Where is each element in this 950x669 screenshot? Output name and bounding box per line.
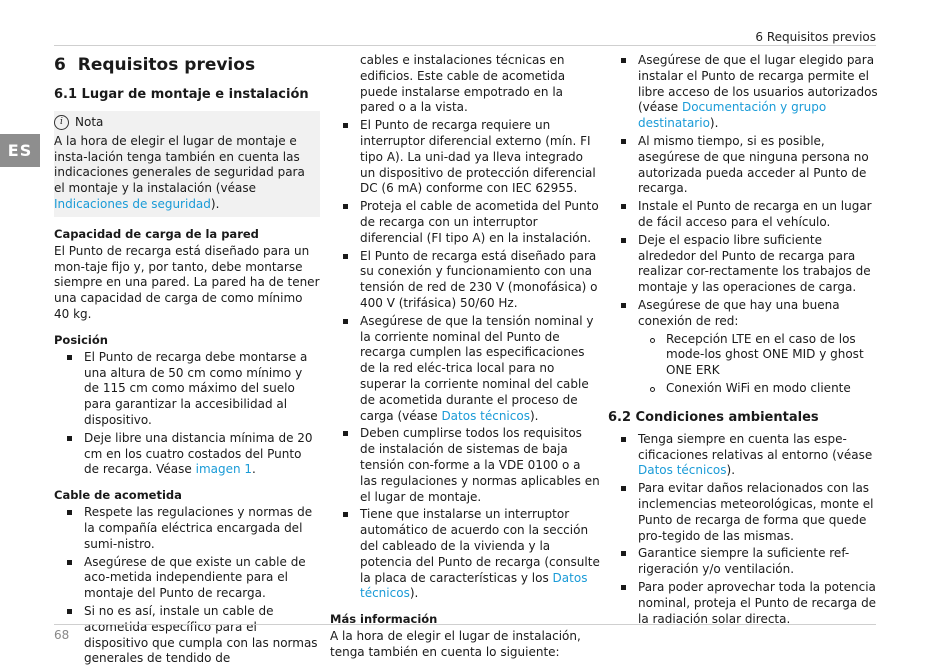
list-item-text-end: ). bbox=[709, 116, 719, 131]
column-2 bbox=[330, 53, 600, 661]
site-list bbox=[608, 53, 880, 397]
chapter-title-text: Requisitos previos bbox=[77, 55, 256, 75]
footer-rule bbox=[54, 624, 876, 625]
environment-list bbox=[608, 432, 880, 628]
list-item bbox=[608, 53, 880, 132]
column-3 bbox=[608, 53, 880, 629]
note-label: Nota bbox=[75, 115, 104, 129]
link-technical-data[interactable]: Datos técnicos bbox=[638, 463, 727, 478]
list-item: El Punto de recarga debe montarse a una altura de 50 cm como mínimo y de 115 cm como máximo del suelo para garantizar la accesibilidad al dispositivo. bbox=[54, 350, 320, 429]
cable-heading: Cable de acometida bbox=[54, 488, 182, 503]
list-item-text: Asegúrese de que hay una buena conexión de red: bbox=[638, 297, 840, 328]
link-image-1[interactable]: imagen 1 bbox=[195, 462, 253, 477]
list-item-continued: cables e instalaciones técnicas en edificios. Este cable de acometida puede instalarse empotrado en la pared o a la vista. bbox=[360, 53, 566, 115]
link-documentation[interactable]: Documentación y grupo destinatario bbox=[638, 100, 827, 131]
list-item-text-end: ). bbox=[529, 408, 539, 423]
list-item: Garantice siempre la suficiente ref-rigeración y/o ventilación. bbox=[608, 546, 880, 578]
list-item bbox=[330, 507, 600, 602]
list-item: Respete las regulaciones y normas de la compañía eléctrica encargada del sumi-nistro. bbox=[54, 505, 320, 552]
list-item-text-end: ). bbox=[726, 463, 736, 478]
note-text bbox=[54, 134, 314, 213]
list-item-text-end: . bbox=[252, 462, 256, 477]
list-item: Al mismo tiempo, si es posible, asegúrese de que ninguna persona no autorizada pueda acceder al Punto de recarga. bbox=[608, 134, 880, 197]
sublist-item: Recepción LTE en el caso de los mode-los ghost ONE MID y ghost ONE ERK bbox=[638, 332, 880, 379]
list-item-text: Asegúrese de que el lugar elegido para instalar el Punto de recarga permite el libre acceso de los usuarios autorizados (véase bbox=[638, 53, 878, 115]
link-technical-data[interactable]: Datos técnicos bbox=[360, 570, 588, 601]
running-header: 6 Requisitos previos bbox=[755, 30, 876, 44]
list-item: Asegúrese de que existe un cable de aco-metida independiente para el montaje del Punto de recarga. bbox=[54, 555, 320, 602]
column-1 bbox=[54, 53, 320, 669]
list-item: El Punto de recarga está diseñado para su conexión y funcionamiento con una tensión de red de 230 V (monofásica) o 400 V (trifásica) 50/60 Hz. bbox=[330, 249, 600, 312]
requirements-list bbox=[330, 53, 600, 602]
chapter-number: 6 bbox=[54, 55, 66, 75]
list-item: Deje el espacio libre suficiente alrededor del Punto de recarga para realizar cor-rectamente los trabajos de montaje y las operaciones de carga. bbox=[608, 233, 880, 296]
wall-text: El Punto de recarga está diseñado para un mon-taje fijo y, por tanto, debe montarse siempre en una pared. La pared ha de tener una capacidad de carga de como mínimo 40 kg. bbox=[54, 243, 320, 321]
cable-list bbox=[54, 505, 320, 667]
note-text-body: A la hora de elegir el lugar de montaje e insta-lación tenga también en cuenta las indicaciones generales de seguridad para el montaje y la instalación (véase bbox=[54, 133, 305, 196]
note-header bbox=[54, 115, 314, 131]
list-item bbox=[54, 431, 320, 478]
header-rule bbox=[54, 45, 876, 46]
list-item bbox=[608, 298, 880, 397]
wall-heading: Capacidad de carga de la pared bbox=[54, 226, 259, 241]
link-technical-data[interactable]: Datos técnicos bbox=[441, 408, 530, 423]
page-number: 68 bbox=[54, 628, 70, 642]
list-item-text: Tenga siempre en cuenta las espe-cificaciones relativas al entorno (véase bbox=[638, 431, 873, 462]
list-item-text: Asegúrese de que la tensión nominal y la corriente nominal del Punto de recarga cumplen las especificaciones de la red eléc-trica local para no superar la corriente nominal del cable de acometida durante el proceso de carga (véase bbox=[360, 313, 594, 423]
list-item-text: Tiene que instalarse un interruptor automático de acuerdo con la sección del cableado de la vivienda y la potencia del Punto de recarga (consulte la placa de características y los bbox=[360, 507, 600, 585]
section-title-environment: 6.2 Condiciones ambientales bbox=[608, 409, 819, 425]
list-item: Deben cumplirse todos los requisitos de instalación de sistemas de baja tensión con-forme a la VDE 0100 o a las regulaciones y normas aplicables en el lugar de montaje. bbox=[330, 426, 600, 505]
info-icon: i bbox=[54, 115, 69, 130]
list-item: Proteja el cable de acometida del Punto de recarga con un interruptor diferencial (FI tipo A) en la instalación. bbox=[330, 199, 600, 246]
position-list bbox=[54, 350, 320, 478]
section-title-mounting: 6.1 Lugar de montaje e instalación bbox=[54, 87, 309, 102]
list-item-text: Deje libre una distancia mínima de 20 cm en los cuatro costados del Punto de recarga. Véase bbox=[84, 430, 313, 477]
sublist-item: Conexión WiFi en modo cliente bbox=[638, 381, 880, 397]
list-item: Para poder aprovechar toda la potencia nominal, proteja el Punto de recarga de la radiación solar directa. bbox=[608, 580, 880, 627]
network-sublist bbox=[638, 332, 880, 397]
list-item: Si no es así, instale un cable de acometida específico para el dispositivo que cumpla con las normas generales de tendido de bbox=[54, 604, 320, 667]
list-item bbox=[330, 314, 600, 425]
list-item-text-end: ). bbox=[409, 586, 419, 601]
more-info-text: A la hora de elegir el lugar de instalación, tenga también en cuenta lo siguiente: bbox=[330, 629, 581, 659]
list-item: El Punto de recarga requiere un interruptor diferencial externo (mín. FI tipo A). La uni-dad ya lleva integrado un dispositivo de protección diferencial DC (6 mA) conforme con IEC 62955. bbox=[330, 118, 600, 197]
position-heading: Posición bbox=[54, 332, 108, 347]
note-text-end: ). bbox=[210, 196, 220, 211]
link-safety-instructions[interactable]: Indicaciones de seguridad bbox=[54, 196, 211, 211]
more-info-heading: Más información bbox=[330, 612, 438, 627]
language-tab: ES bbox=[0, 134, 40, 167]
list-item: Para evitar daños relacionados con las inclemencias meteorológicas, monte el Punto de recarga de forma que quede pro-tegido de las mismas. bbox=[608, 481, 880, 544]
list-item bbox=[608, 432, 880, 479]
note-box bbox=[54, 111, 320, 217]
chapter-title bbox=[54, 55, 320, 75]
list-item: Instale el Punto de recarga en un lugar de fácil acceso para el vehículo. bbox=[608, 199, 880, 231]
